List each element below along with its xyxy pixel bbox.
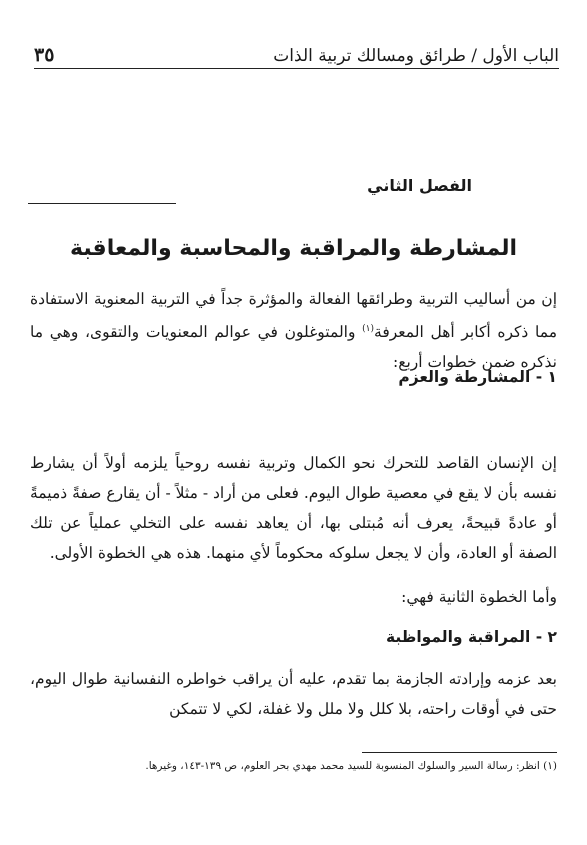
paragraph-intro [30,284,557,377]
section-label: الفصل الثاني [367,176,472,195]
page-number: ٣٥ [34,44,55,66]
section-rule [28,203,176,204]
footnote-rule [362,752,557,753]
paragraph-4: بعد عزمه وإرادته الجازمة بما تقدم، عليه أن يراقب خواطره النفسانية طوال اليوم، حتى في أوقات راحته، بلا كلل ولا ملل ولا غفلة، لكي لا تتمكن [30,670,557,718]
paragraph-intro-continuation: والمتوغلون في عوالم المعنويات والتقوى، وهي ما نذكره ضمن خطوات أربع: [30,323,557,372]
footnote-marker: (١) [362,324,375,334]
paragraph-intro-text: إن من أساليب التربية وطرائقها الفعالة والمؤثرة جداً في التربية المعنوية الاستفادة مما ذكره أكابر أهل المعرفة [30,290,557,342]
header-title: الباب الأول / طرائق ومسالك تربية الذات [273,46,559,66]
subheading-2: ٢ - المراقبة والمواظبة [386,628,557,646]
paragraph-3: وأما الخطوة الثانية فهي: [401,588,557,606]
chapter-title: المشارطة والمراقبة والمحاسبة والمعاقبة [69,236,517,261]
running-header [34,36,559,66]
footnote: (١) انظر: رسالة السير والسلوك المنسوبة للسيد محمد مهدي بحر العلوم، ص ١٣٩-١٤٣، وغيرها. [145,760,557,772]
subheading-1: ١ - المشارطة والعزم [398,368,557,386]
header-rule [34,68,559,69]
paragraph-2: إن الإنسان القاصد للتحرك نحو الكمال وتربية نفسه روحياً يلزمه أولاً أن يشارط نفسه بأن لا يقع في معصية طوال اليوم. فعلى من أراد - مثلاً - أن يقارع صفةً ذميمةً أو عادةً قبيحةً، يعرف أنه مُبتلى بها، أن يعاهد نفسه على التخلي عملياً عن تلك الصفة أو العادة، وأن لا يجعل سلوكه محكوماً لأي منهما. هذه هي الخطوة الأولى. [30,454,557,562]
